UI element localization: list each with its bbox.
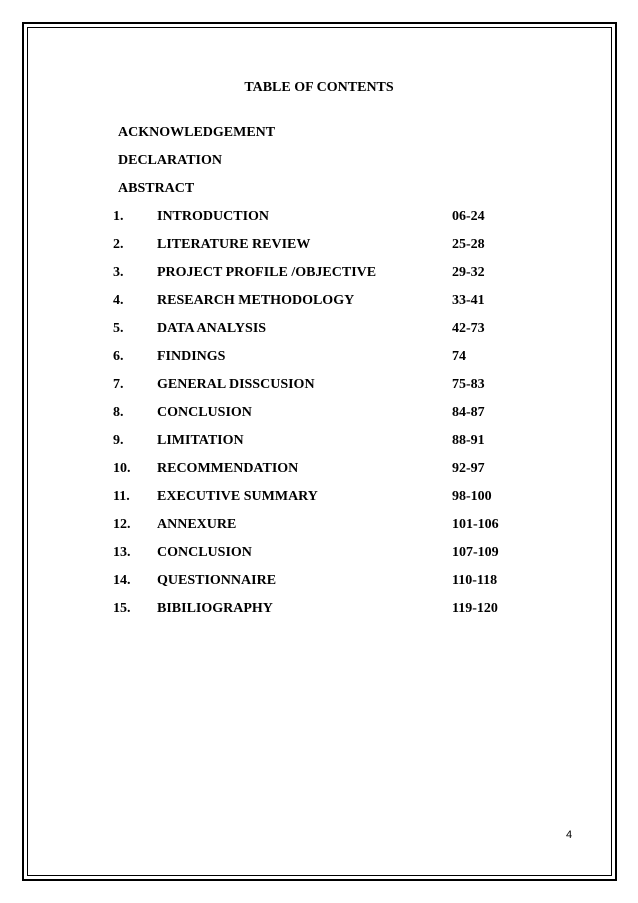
toc-entry-number: 10. (113, 461, 131, 476)
toc-entry-number: 9. (113, 433, 124, 448)
toc-entry-pages: 107-109 (452, 545, 499, 560)
toc-entry-number: 1. (113, 209, 124, 224)
toc-entry-number: 5. (113, 321, 124, 336)
toc-entry (0, 265, 638, 283)
toc-entry (0, 349, 638, 367)
toc-entry-pages: 06-24 (452, 209, 485, 224)
toc-entry-number: 6. (113, 349, 124, 364)
toc-entry-number: 12. (113, 517, 131, 532)
toc-entry-pages: 74 (452, 349, 466, 364)
toc-entry-title: DATA ANALYSIS (157, 321, 267, 336)
toc-entry-pages: 42-73 (452, 321, 485, 336)
toc-entry-pages: 25-28 (452, 237, 485, 252)
toc-entry-number: 3. (113, 265, 124, 280)
toc-entry-pages: 33-41 (452, 293, 485, 308)
toc-entry-number: 14. (113, 573, 131, 588)
toc-entry-title: BIBILIOGRAPHY (157, 601, 273, 616)
toc-entry-number: 15. (113, 601, 131, 616)
toc-entry-title: INTRODUCTION (157, 209, 270, 224)
toc-entry-pages: 84-87 (452, 405, 485, 420)
toc-entry (0, 405, 638, 423)
toc-entry (0, 601, 638, 619)
toc-entry-number: 8. (113, 405, 124, 420)
toc-entry-number: 2. (113, 237, 124, 252)
toc-entry-number: 13. (113, 545, 131, 560)
toc-prelim-abstract: ABSTRACT (118, 181, 195, 196)
toc-entry (0, 321, 638, 339)
toc-entry (0, 461, 638, 479)
toc-entry-title: ANNEXURE (157, 517, 237, 532)
toc-entry-pages: 110-118 (452, 573, 498, 588)
toc-entry-pages: 75-83 (452, 377, 485, 392)
toc-title: TABLE OF CONTENTS (244, 80, 394, 95)
toc-entry (0, 489, 638, 507)
toc-entry-pages: 119-120 (452, 601, 498, 616)
toc-entry (0, 573, 638, 591)
toc-entry-title: RECOMMENDATION (157, 461, 299, 476)
toc-entry-title: GENERAL DISSCUSION (157, 377, 315, 392)
toc-entry-title: EXECUTIVE SUMMARY (157, 489, 318, 504)
toc-entry-title: LITERATURE REVIEW (157, 237, 311, 252)
toc-entry-title: FINDINGS (157, 349, 226, 364)
toc-entry-pages: 29-32 (452, 265, 485, 280)
toc-entry-pages: 101-106 (452, 517, 499, 532)
toc-entry (0, 237, 638, 255)
toc-entry-pages: 98-100 (452, 489, 492, 504)
toc-entry-title: QUESTIONNAIRE (157, 573, 277, 588)
toc-entry-title: CONCLUSION (157, 405, 252, 420)
toc-entry (0, 209, 638, 227)
page-border-inner (27, 27, 612, 876)
toc-entry-title: LIMITATION (157, 433, 244, 448)
toc-entry (0, 293, 638, 311)
page-number: 4 (566, 829, 573, 841)
toc-entry-title: RESEARCH METHODOLOGY (157, 293, 355, 308)
toc-entry-number: 11. (113, 489, 130, 504)
toc-entry-title: PROJECT PROFILE /OBJECTIVE (157, 265, 377, 280)
toc-entry-title: CONCLUSION (157, 545, 252, 560)
toc-entry (0, 517, 638, 535)
toc-entry-number: 4. (113, 293, 124, 308)
toc-entry (0, 377, 638, 395)
toc-entry-number: 7. (113, 377, 124, 392)
toc-prelim-acknowledgement: ACKNOWLEDGEMENT (118, 125, 276, 140)
toc-prelim-declaration: DECLARATION (118, 153, 222, 168)
toc-entry (0, 545, 638, 563)
toc-entry-pages: 92-97 (452, 461, 485, 476)
toc-entry (0, 433, 638, 451)
toc-entry-pages: 88-91 (452, 433, 485, 448)
